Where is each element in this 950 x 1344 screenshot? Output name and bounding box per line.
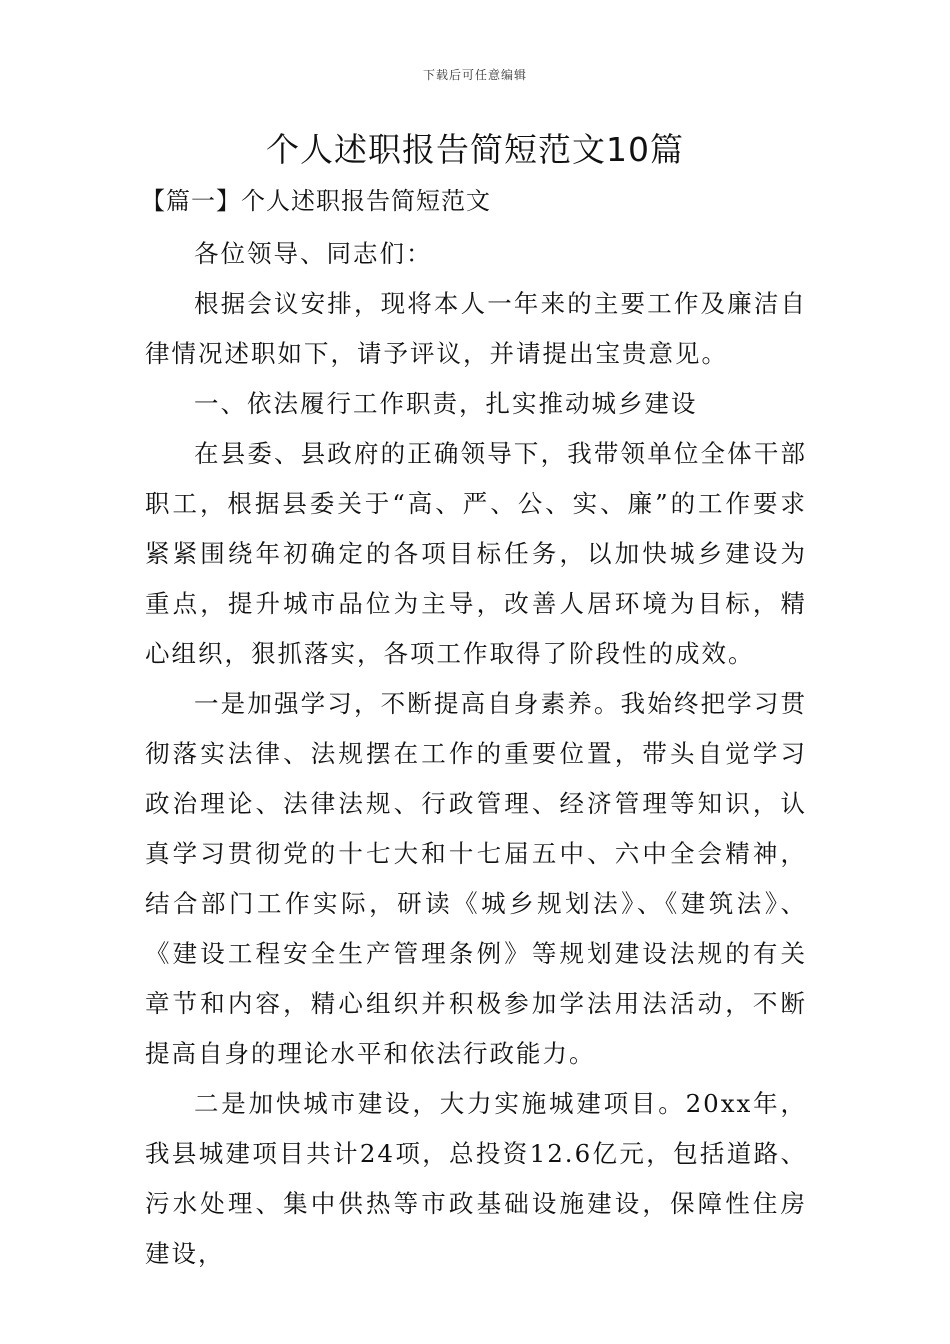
intro-paragraph: 根据会议安排，现将本人一年来的主要工作及廉洁自律情况述职如下，请予评议，并请提出宝贵意见。 (145, 289, 807, 368)
body-paragraph: 二是加快城市建设，大力实施城建项目。20xx年，我县城建项目共计24项，总投资12.6亿元，包括道路、污水处理、集中供热等市政基础设施建设，保障性住房建设， (145, 1089, 807, 1268)
body-paragraph: 在县委、县政府的正确领导下，我带领单位全体干部职工，根据县委关于“高、严、公、实、廉”的工作要求紧紧围绕年初确定的各项目标任务，以加快城乡建设为重点，提升城市品位为主导，改善人居环境为目标，精心组织，狠抓落实，各项工作取得了阶段性的成效。 (145, 439, 807, 668)
document-title: 个人述职报告简短范文10篇 (266, 130, 684, 169)
salutation-paragraph: 各位领导、同志们： (194, 239, 433, 268)
document-body (145, 229, 807, 1279)
section-heading: 【篇一】个人述职报告简短范文 (141, 187, 491, 215)
subheading-paragraph: 一、依法履行工作职责，扎实推动城乡建设 (194, 389, 698, 418)
body-paragraph: 一是加强学习，不断提高自身素养。我始终把学习贯彻落实法律、法规摆在工作的重要位置，带头自觉学习政治理论、法律法规、行政管理、经济管理等知识，认真学习贯彻党的十七大和十七届五中、六中全会精神，结合部门工作实际，研读《城乡规划法》、《建筑法》、《建设工程安全生产管理条例》等规划建设法规的有关章节和内容，精心组织并积极参加学法用法活动，不断提高自身的理论水平和依法行政能力。 (145, 689, 807, 1068)
header-note: 下载后可任意编辑 (422, 68, 527, 82)
